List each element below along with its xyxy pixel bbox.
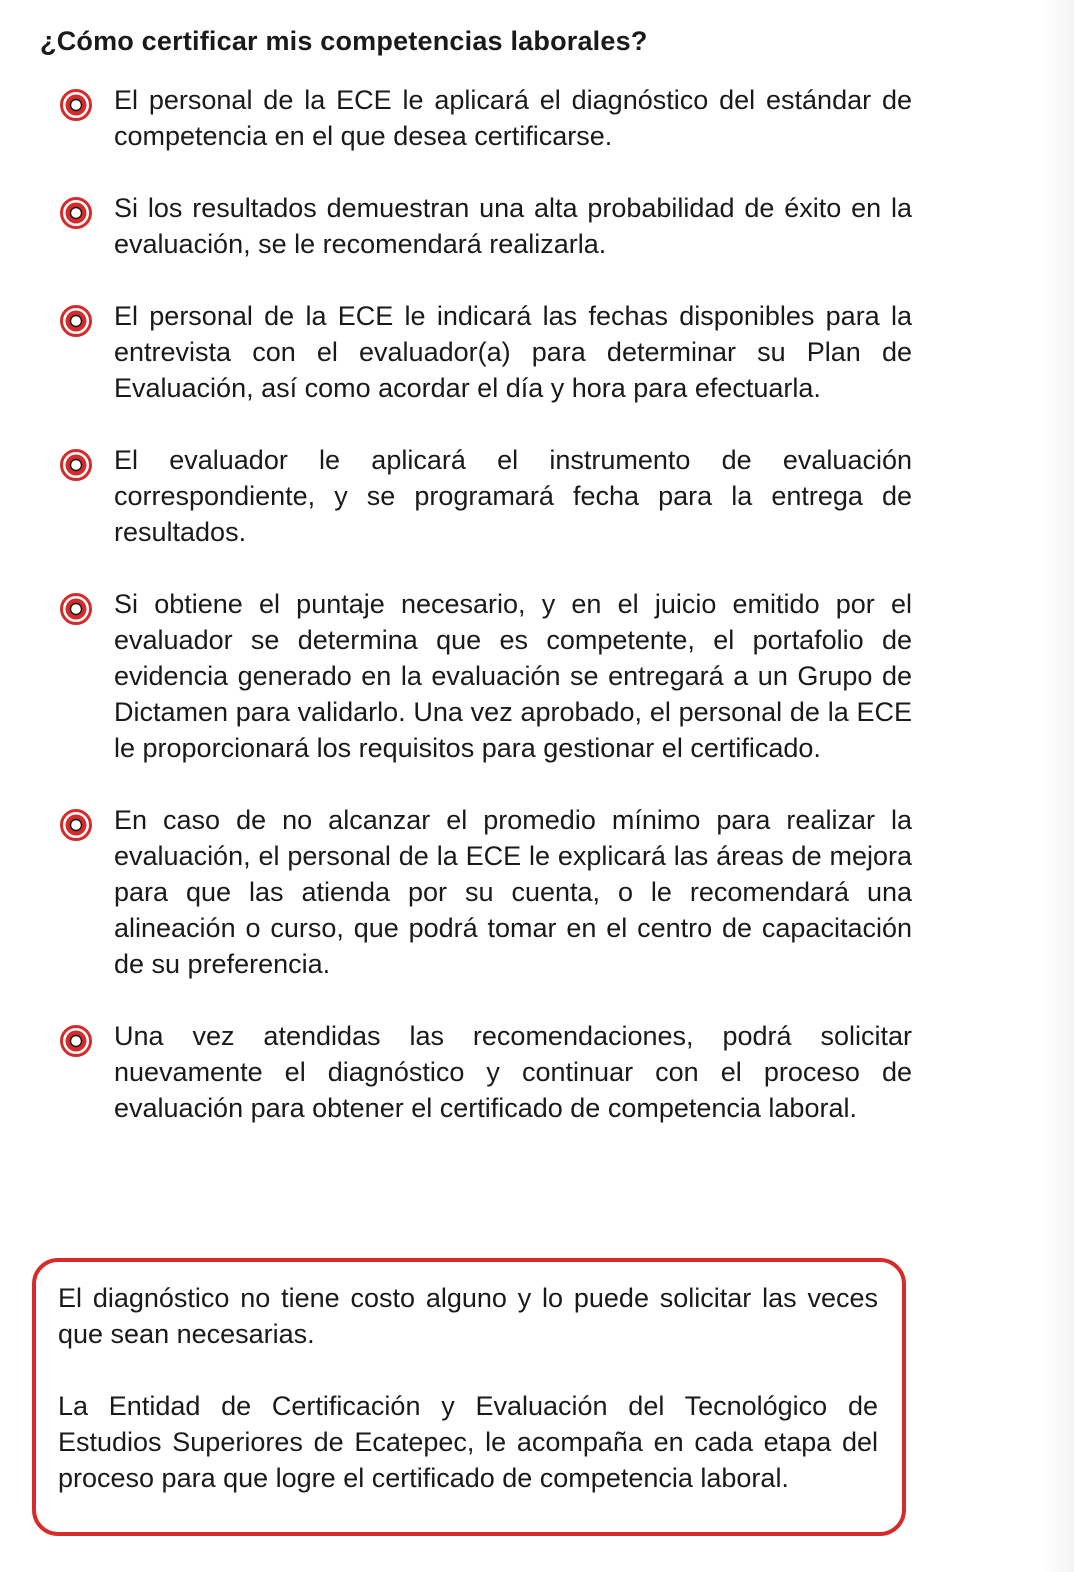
step-item — [52, 442, 912, 550]
red-ring-bullet-icon — [60, 89, 92, 121]
step-text: En caso de no alcanzar el promedio mínimo para realizar la evaluación, el personal de la ECE le explicará las áreas de mejora para que las atienda por su cuenta, o le recomendará una alineación o curso, que podrá tomar en el centro de capacitación de su preferencia. — [114, 805, 912, 979]
red-ring-bullet-icon — [60, 593, 92, 625]
red-ring-bullet-icon — [60, 197, 92, 229]
step-item — [52, 586, 912, 766]
notice-box — [32, 1258, 906, 1536]
step-item — [52, 1018, 912, 1126]
notice-paragraph-support: La Entidad de Certificación y Evaluación del Tecnológico de Estudios Superiores de Ecatepec, le acompaña en cada etapa del proceso para que logre el certificado de competencia laboral. — [58, 1391, 878, 1493]
page-title: ¿Cómo certificar mis competencias laborales? — [40, 26, 648, 56]
red-ring-bullet-icon — [60, 305, 92, 337]
step-text: Una vez atendidas las recomendaciones, podrá solicitar nuevamente el diagnóstico y continuar con el proceso de evaluación para obtener el certificado de competencia laboral. — [114, 1021, 912, 1123]
red-ring-bullet-icon — [60, 449, 92, 481]
step-text: Si obtiene el puntaje necesario, y en el juicio emitido por el evaluador se determina que es competente, el portafolio de evidencia generado en la evaluación se entregará a un Grupo de Dictamen para validarlo. Una vez aprobado, el personal de la ECE le proporcionará los requisitos para gestionar el certificado. — [114, 589, 912, 763]
step-item — [52, 802, 912, 982]
notice-paragraph-cost: El diagnóstico no tiene costo alguno y lo puede solicitar las veces que sean necesarias. — [58, 1283, 878, 1349]
step-text: El evaluador le aplicará el instrumento de evaluación correspondiente, y se programará fecha para la entrega de resultados. — [114, 445, 912, 547]
step-text: Si los resultados demuestran una alta probabilidad de éxito en la evaluación, se le recomendará realizarla. — [114, 193, 912, 259]
scan-edge-shade — [1040, 0, 1074, 1572]
red-ring-bullet-icon — [60, 1025, 92, 1057]
step-item — [52, 82, 912, 154]
step-item — [52, 190, 912, 262]
step-text: El personal de la ECE le indicará las fechas disponibles para la entrevista con el evaluador(a) para determinar su Plan de Evaluación, así como acordar el día y hora para efectuarla. — [114, 301, 912, 403]
red-ring-bullet-icon — [60, 809, 92, 841]
certification-steps-list — [52, 82, 912, 1126]
step-item — [52, 298, 912, 406]
step-text: El personal de la ECE le aplicará el diagnóstico del estándar de competencia en el que desea certificarse. — [114, 85, 912, 151]
